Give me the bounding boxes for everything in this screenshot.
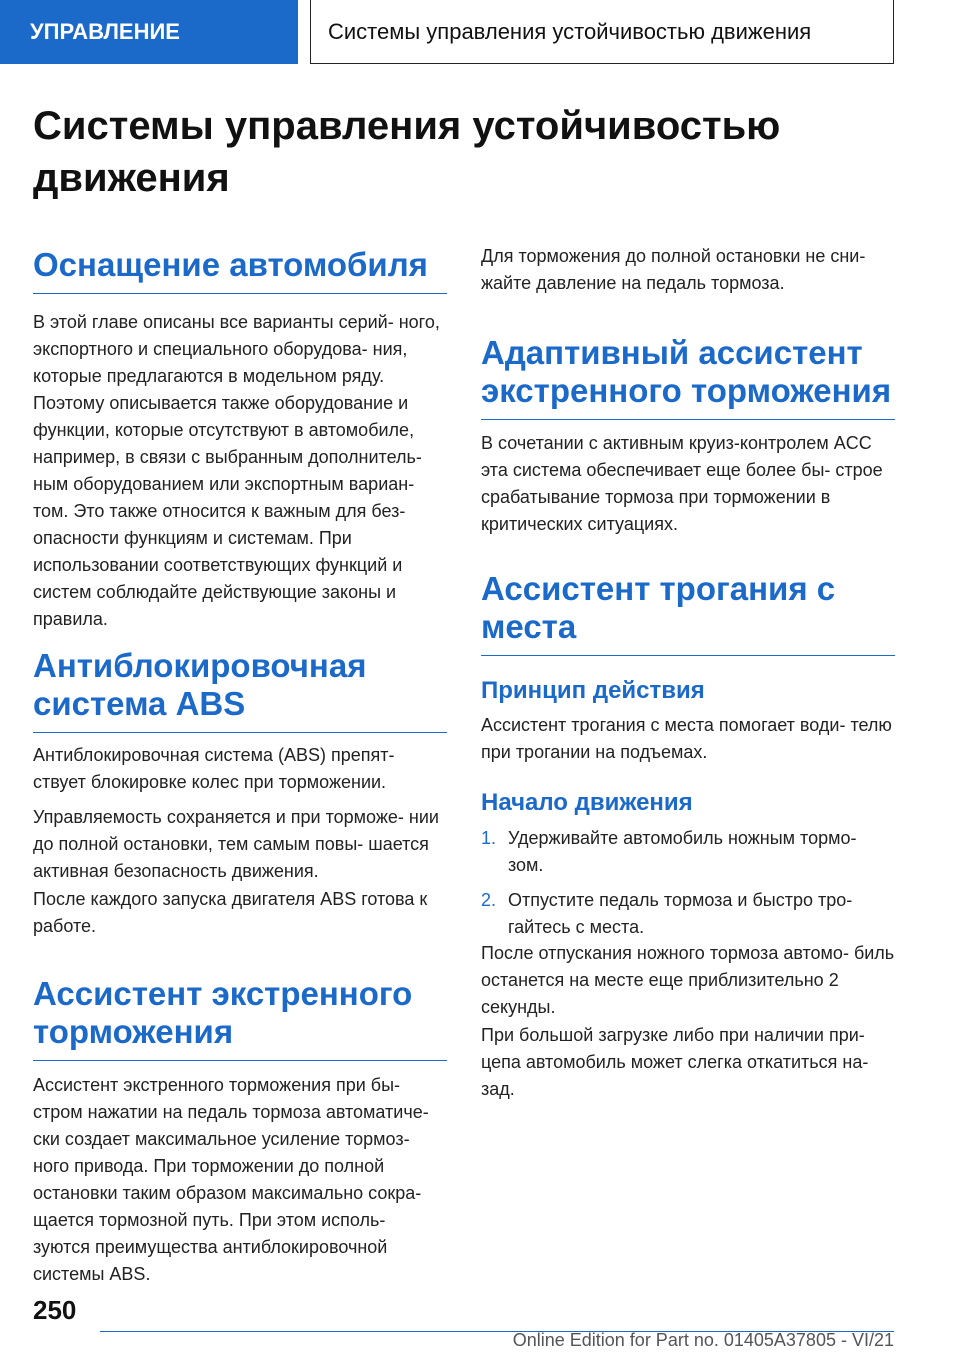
- paragraph-abs-2: Управляемость сохраняется и при торможе- нии до полной остановки, тем самым повы- шается активная безопасность движения.: [33, 807, 439, 881]
- step-text: Удерживайте автомобиль ножным тормо- зом.: [508, 828, 857, 875]
- paragraph-equipment: В этой главе описаны все варианты серий- ного, экспортного и специального оборудова- ния, которые предлагаются в модельном ряду. Поэтому описывается также оборудование и функции, которые отсутствуют в автомобиле, например, в связи с выбранным дополнитель- ным оборудованием или экспортным вариан- том. Это также относится к важным для без- опасности функциям и системам. При использовании соответствующих функций и систем соблюдайте действующие законы и правила.: [33, 312, 440, 629]
- section-heading-abs: Антиблокировочная система ABS: [33, 647, 447, 733]
- section-tab[interactable]: УПРАВЛЕНИЕ: [0, 0, 298, 64]
- list-item: [481, 887, 895, 941]
- subheading-drive-off: Начало движения: [481, 789, 693, 816]
- paragraph-after-release: После отпускания ножного тормоза автомо- биль останется на месте еще приблизительно 2 секунды.: [481, 943, 895, 1017]
- subheading-principle: Принцип действия: [481, 677, 705, 704]
- paragraph-heavy-load: При большой загрузке либо при наличии при- цепа автомобиль может слегка откатиться на- зад.: [481, 1025, 869, 1099]
- paragraph-abs-1: Антиблокировочная система (ABS) препят- ствует блокировке колес при торможении.: [33, 745, 395, 792]
- paragraph-adaptive-brake-assist: В сочетании с активным круиз-контролем ACC эта система обеспечивает еще более бы- строе срабатывание тормоза при торможении в критических ситуациях.: [481, 433, 883, 534]
- section-heading-hill-start: Ассистент трогания с места: [481, 570, 895, 656]
- step-number: 2.: [481, 890, 497, 910]
- paragraph-principle: Ассистент трогания с места помогает води- телю при трогании на подъемах.: [481, 715, 892, 762]
- page-title: Системы управления устойчивостью движения: [33, 104, 781, 200]
- section-heading-brake-assist: Ассистент экстренного торможения: [33, 975, 447, 1061]
- section-heading-adaptive-brake-assist: Адаптивный ассистент экстренного торможения: [481, 334, 895, 420]
- step-number: 1.: [481, 828, 497, 848]
- edition-note: Online Edition for Part no. 01405A37805 - VI/21: [512, 1330, 894, 1350]
- paragraph-brake-hold: Для торможения до полной остановки не сни- жайте давление на педаль тормоза.: [481, 246, 866, 293]
- paragraph-abs-3: После каждого запуска двигателя ABS готова к работе.: [33, 889, 428, 936]
- steps-list: [481, 825, 895, 941]
- page-number: 250: [33, 1295, 77, 1325]
- step-text: Отпустите педаль тормоза и быстро тро- гайтесь с места.: [508, 890, 853, 937]
- list-item: [481, 825, 895, 879]
- section-heading-equipment: Оснащение автомобиля: [33, 246, 447, 294]
- breadcrumb: Системы управления устойчивостью движения: [310, 0, 894, 64]
- paragraph-brake-assist: Ассистент экстренного торможения при бы- стром нажатии на педаль тормоза автоматиче- ски создает максимальное усиление тормоз- ного привода. При торможении до полной остановки таким образом максимально сокра- щается тормозной путь. При этом исполь- зуются преимущества антиблокировочной системы ABS.: [33, 1075, 429, 1284]
